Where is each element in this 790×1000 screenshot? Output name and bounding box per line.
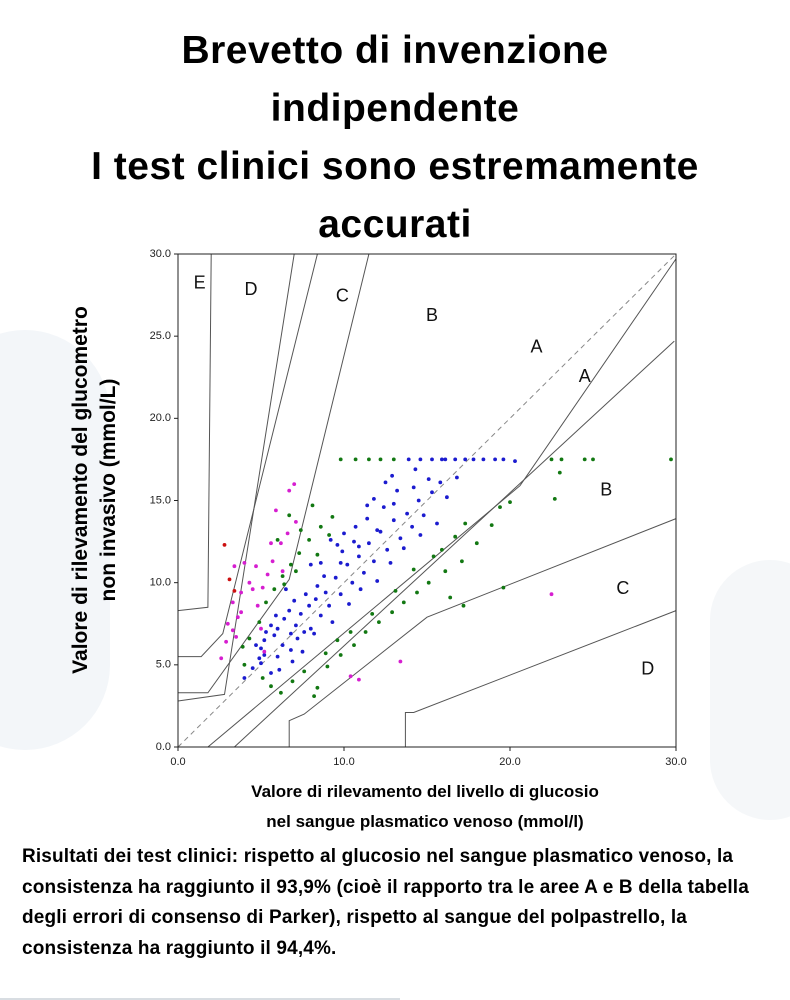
data-point-s2-6 [289,563,293,567]
data-point-s1-81 [513,459,517,463]
data-point-s2-65 [324,651,328,655]
data-point-s1-76 [463,458,467,462]
data-point-s2-59 [669,458,673,462]
data-point-s1-4 [262,653,266,657]
data-point-s1-10 [289,632,293,636]
data-point-s2-9 [319,525,323,529]
x-tick-label-2: 10.0 [333,756,355,768]
y-tick-label-1: 0.0 [155,740,171,753]
data-point-s2-16 [294,569,298,573]
data-point-s1-7 [262,638,266,642]
data-point-s3-22 [243,561,247,565]
data-point-s3-26 [357,678,361,682]
data-point-s3-13 [266,573,270,577]
clinical-results-text: Risultati dei test clinici: rispetto al glucosio nel sangue plasmatico venoso, la consistenza ha raggiunto il 93,9% (cioè il rapporto tra le aree A e B della tabella degli errori di consenso di Parker), rispetto al sangue del polpastrello, la consistenza ha raggiunto il 94,4%. [22,846,749,959]
zone-label-b-7: B [600,479,613,500]
data-point-s3-16 [286,532,290,536]
data-point-s2-20 [279,691,283,695]
data-point-s1-45 [352,540,356,544]
data-point-s1-57 [419,533,423,537]
data-point-s2-54 [392,458,396,462]
data-point-s2-61 [558,471,562,475]
data-point-s1-87 [319,561,323,565]
data-point-s2-26 [352,643,356,647]
data-point-s2-40 [462,604,466,608]
x-axis-ticks [170,747,686,768]
data-point-s2-51 [354,458,358,462]
data-point-s3-25 [349,674,353,678]
data-point-s2-49 [453,535,457,539]
data-point-s3-12 [261,586,265,590]
data-point-s2-5 [281,574,285,578]
data-point-s2-4 [272,587,276,591]
data-point-s1-34 [405,512,409,516]
data-point-s2-17 [316,553,320,557]
zone-label-d-9: D [641,658,655,679]
data-point-s1-100 [412,486,416,490]
x-axis-label-line-1: Valore di rilevamento del livello di glucosio [251,782,599,801]
headline-line-3: I test clinici sono estremamente [91,145,699,188]
data-point-s2-8 [307,538,311,542]
zone-boundary-3 [178,254,317,657]
y-axis-label-area [40,255,150,725]
data-point-s3-17 [274,509,278,513]
headline-line-1: Brevetto di invenzione [181,29,609,72]
data-point-s1-43 [382,505,386,509]
data-point-s1-5 [259,647,263,651]
data-point-s1-93 [277,668,281,672]
data-point-s2-57 [583,458,587,462]
y-axis-ticks [150,248,178,753]
y-tick-label-6: 25.0 [149,330,171,343]
data-point-s3-11 [256,604,260,608]
data-point-s1-64 [342,532,346,536]
data-point-s1-26 [357,555,361,559]
data-point-s1-83 [384,481,388,485]
data-point-s1-94 [289,648,293,652]
data-point-s1-33 [399,536,403,540]
data-point-s4-2 [228,578,232,582]
data-point-s1-31 [385,548,389,552]
data-point-s2-2 [257,620,261,624]
data-point-s1-92 [257,656,261,660]
data-point-s1-30 [379,530,383,534]
y-tick-label-7: 30.0 [149,247,171,260]
data-point-s1-47 [322,574,326,578]
data-point-s1-84 [365,504,369,508]
data-point-s1-2 [251,666,255,670]
data-point-s1-19 [319,614,323,618]
data-point-s1-55 [389,561,393,565]
data-point-s1-54 [375,579,379,583]
data-point-s1-73 [430,458,434,462]
data-point-s3-23 [233,564,237,568]
data-point-s1-15 [296,637,300,641]
identity-diagonal [178,254,676,747]
data-point-s1-14 [299,612,303,616]
x-tick-label-4: 30.0 [665,756,687,768]
data-point-s1-50 [269,624,273,628]
zone-label-b-4: B [425,305,438,326]
data-point-s1-18 [314,597,318,601]
data-point-s1-22 [334,576,338,580]
data-point-s2-21 [291,679,295,683]
data-point-s3-21 [269,541,273,545]
data-point-s2-31 [415,591,419,595]
data-point-s2-15 [282,582,286,586]
data-point-s1-6 [272,633,276,637]
data-point-s2-47 [412,568,416,572]
data-point-s1-97 [357,545,361,549]
data-point-s2-64 [241,645,245,649]
data-point-s1-68 [329,538,333,542]
data-point-s3-27 [399,660,403,664]
data-point-s1-42 [395,489,399,493]
data-point-s1-53 [359,587,363,591]
data-point-s3-19 [292,482,296,486]
data-point-s1-85 [354,525,358,529]
data-point-s2-53 [379,458,383,462]
data-point-s1-40 [445,495,449,499]
data-point-s1-35 [410,525,414,529]
data-point-s1-66 [414,467,418,471]
data-point-s2-32 [427,581,431,585]
y-tick-label-2: 5.0 [155,658,171,671]
y-tick-label-5: 20.0 [149,412,171,425]
data-point-s1-63 [254,643,258,647]
y-tick-label-4: 15.0 [149,494,171,507]
data-point-s2-46 [394,589,398,593]
data-point-s3-32 [239,610,243,614]
data-point-s2-33 [443,569,447,573]
data-point-s1-37 [422,513,426,517]
data-point-s1-67 [372,497,376,501]
data-point-s3-5 [231,601,235,605]
zone-label-a-5: A [530,336,543,357]
data-point-s1-9 [281,643,285,647]
data-point-s2-22 [302,670,306,674]
data-point-s1-32 [392,518,396,522]
data-point-s1-82 [443,458,447,462]
data-point-s4-3 [233,589,237,593]
data-point-s2-7 [297,551,301,555]
data-point-s2-14 [311,504,315,508]
y-axis-label-line-1: Valore di rilevamento del glucometro [69,306,92,674]
zone-boundary-6 [234,341,674,747]
data-point-s1-59 [301,650,305,654]
data-point-s1-3 [259,661,263,665]
data-point-s3-1 [219,656,223,660]
data-point-s1-99 [392,502,396,506]
data-point-s2-67 [312,694,316,698]
data-point-s1-27 [362,571,366,575]
data-point-s1-70 [284,587,288,591]
data-point-s1-65 [390,474,394,478]
data-point-s3-10 [251,587,255,591]
data-point-s2-41 [448,596,452,600]
data-point-s1-89 [292,599,296,603]
data-point-s1-88 [316,584,320,588]
data-point-s3-2 [224,640,228,644]
data-point-s2-36 [490,523,494,527]
data-point-s1-39 [438,481,442,485]
data-point-s2-39 [502,586,506,590]
zone-boundary-4 [178,254,211,611]
zone-boundary-5 [208,259,676,747]
data-point-s1-72 [419,458,423,462]
data-point-s1-13 [294,624,298,628]
data-point-s1-25 [350,581,354,585]
data-point-s2-62 [243,663,247,667]
data-point-s2-50 [339,458,343,462]
data-point-s1-12 [282,617,286,621]
data-point-s2-66 [336,638,340,642]
data-point-s1-71 [407,458,411,462]
identity-line [178,254,676,747]
data-point-s1-56 [402,546,406,550]
data-point-s1-90 [274,614,278,618]
data-point-s1-17 [309,627,313,631]
x-axis-label [180,777,670,837]
data-point-s2-30 [402,601,406,605]
data-point-s3-31 [262,650,266,654]
data-point-s3-15 [279,541,283,545]
data-point-s2-28 [377,620,381,624]
data-point-s1-79 [493,458,497,462]
zone-boundary-2 [178,254,369,693]
data-point-s1-36 [417,499,421,503]
x-axis-label-line-2: nel sangue plasmatico venoso (mmol/l) [266,812,584,831]
data-point-s1-21 [327,604,331,608]
data-point-s1-16 [307,604,311,608]
data-point-s2-24 [326,665,330,669]
data-point-s1-86 [336,543,340,547]
data-point-s2-42 [440,548,444,552]
data-point-s1-1 [243,676,247,680]
data-point-s2-63 [261,676,265,680]
zone-label-a-6: A [578,366,591,386]
data-point-s1-69 [309,563,313,567]
data-point-s2-23 [316,686,320,690]
x-tick-label-1: 0.0 [170,756,186,768]
data-point-s1-51 [331,620,335,624]
data-point-s2-3 [264,601,268,605]
data-point-s3-30 [259,627,263,631]
data-point-s1-96 [339,561,343,565]
zone-label-c-8: C [616,577,630,598]
zone-label-e-1: E [193,272,206,293]
data-point-s1-61 [291,660,295,664]
data-point-s1-75 [453,458,457,462]
headline-line-2: indipendente [270,87,520,130]
x-tick-label-3: 20.0 [499,756,521,768]
data-point-s2-27 [364,630,368,634]
data-point-s1-74 [440,458,444,462]
data-point-s1-20 [324,591,328,595]
data-point-s2-13 [299,528,303,532]
data-point-s2-60 [553,497,557,501]
y-axis-label [67,255,123,725]
data-point-s3-28 [550,592,554,596]
data-point-s1-78 [482,458,486,462]
y-tick-label-3: 10.0 [149,576,171,589]
data-point-s2-55 [550,458,554,462]
data-point-s1-24 [345,563,349,567]
data-point-s3-8 [226,622,230,626]
headline-line-4: accurati [318,203,472,246]
data-point-s3-18 [287,489,291,493]
data-point-s3-9 [234,635,238,639]
data-point-s2-10 [331,515,335,519]
data-point-s1-41 [455,476,459,480]
data-point-s2-58 [591,458,595,462]
zone-boundary-1 [178,254,294,701]
data-point-s2-11 [276,538,280,542]
data-point-s3-3 [231,628,235,632]
data-point-s2-12 [287,513,291,517]
data-point-s2-44 [349,630,353,634]
data-point-s1-11 [276,627,280,631]
data-point-s2-37 [498,505,502,509]
data-point-s1-101 [427,477,431,481]
data-point-s1-44 [365,517,369,521]
data-point-s1-62 [269,671,273,675]
data-point-s1-95 [302,630,306,634]
data-point-s1-49 [287,609,291,613]
data-point-s2-45 [370,612,374,616]
data-point-s3-6 [239,591,243,595]
data-point-s2-19 [269,684,273,688]
data-point-s1-98 [375,528,379,532]
data-point-s3-7 [248,581,252,585]
zone-boundary-8 [405,611,676,747]
data-point-s1-60 [312,632,316,636]
data-point-s1-46 [340,550,344,554]
data-point-s1-58 [435,522,439,526]
data-point-s1-77 [472,458,476,462]
data-point-s2-52 [367,458,371,462]
data-point-s2-35 [475,541,479,545]
data-point-s2-29 [390,610,394,614]
data-point-s2-1 [248,637,252,641]
data-point-s2-56 [560,458,564,462]
data-point-s2-48 [432,555,436,559]
data-point-s2-18 [327,533,331,537]
data-point-s1-80 [502,458,506,462]
data-point-s1-29 [372,559,376,563]
data-point-s3-29 [281,569,285,573]
data-point-s1-48 [304,592,308,596]
data-point-s2-34 [460,559,464,563]
y-axis-label-line-2: non invasivo (mmol/L) [97,378,120,602]
zone-label-c-3: C [335,285,349,306]
data-point-s1-23 [339,592,343,596]
data-point-s3-14 [271,559,275,563]
data-point-s3-20 [294,520,298,524]
data-point-s2-38 [508,500,512,504]
data-point-s1-8 [276,655,280,659]
data-point-s2-43 [463,522,467,526]
data-point-s4-1 [223,543,227,547]
data-point-s1-91 [264,630,268,634]
data-point-s1-28 [367,541,371,545]
data-point-s3-4 [236,615,240,619]
data-point-s1-38 [430,490,434,494]
zone-label-d-2: D [244,278,258,299]
data-point-s2-25 [339,653,343,657]
data-point-s3-24 [254,564,258,568]
data-point-s1-52 [347,602,351,606]
